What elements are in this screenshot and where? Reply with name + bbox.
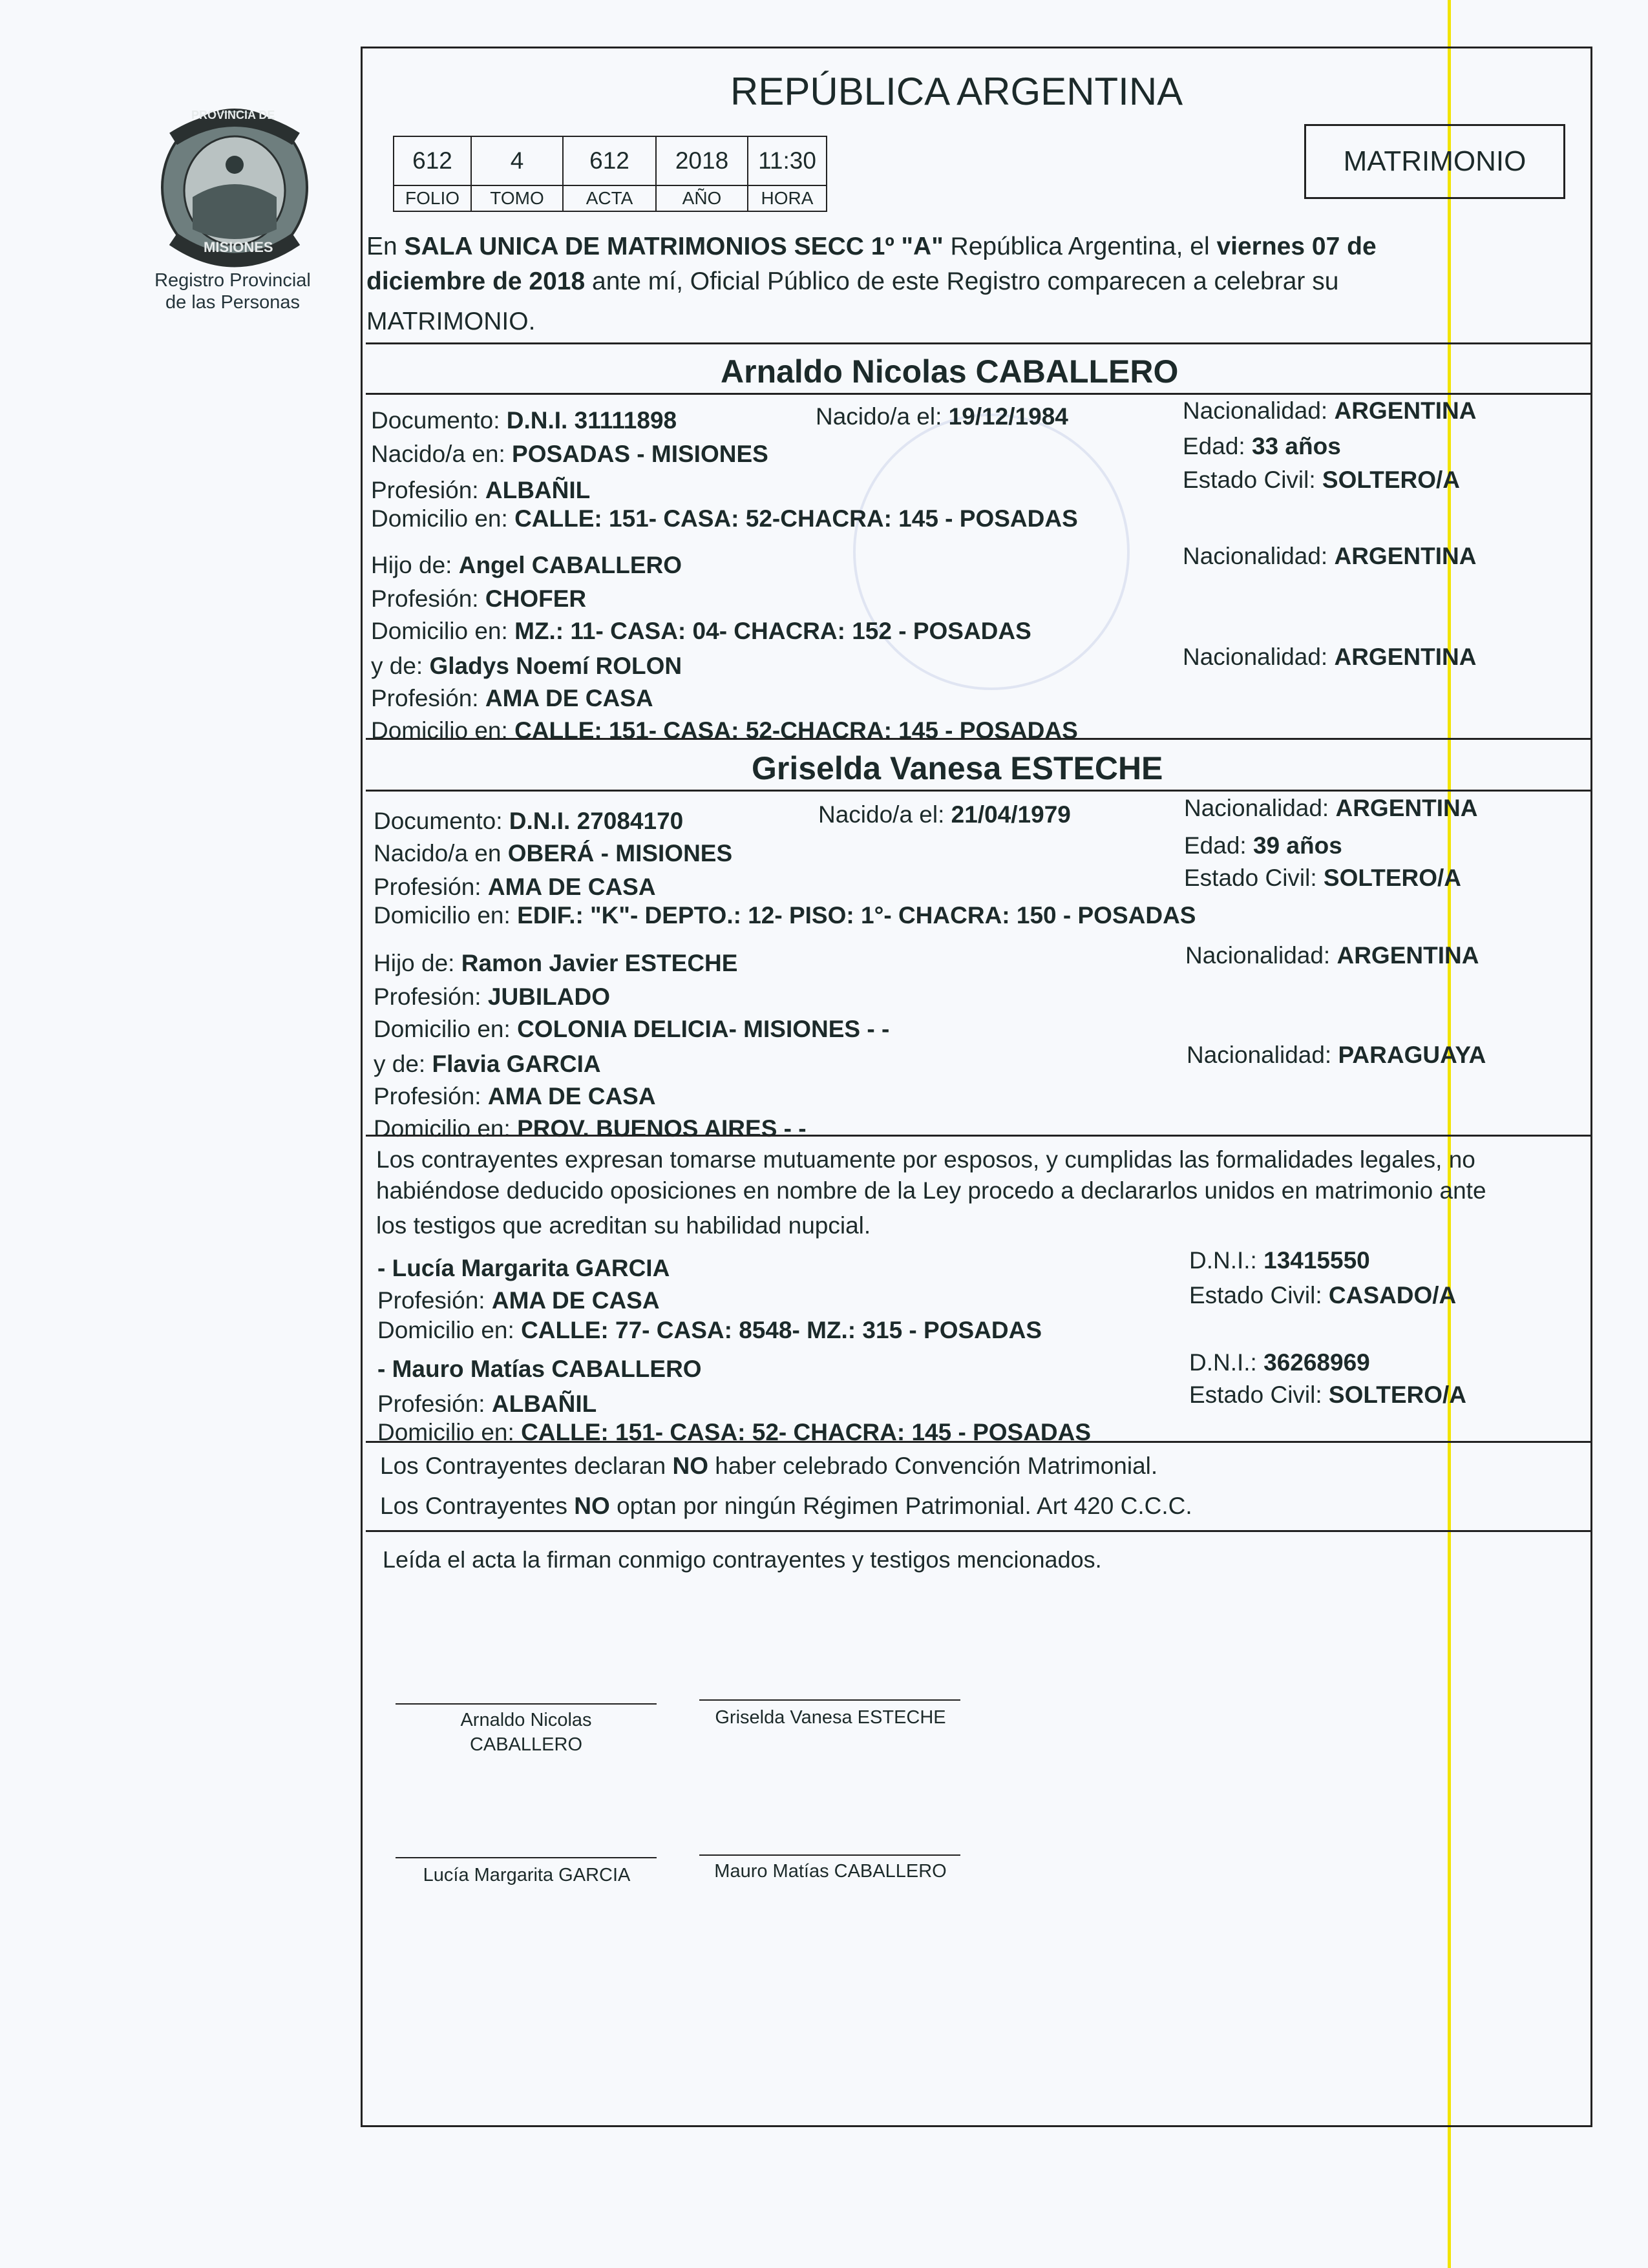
anio-value: 2018 (656, 136, 748, 185)
value: ALBAÑIL (485, 477, 591, 503)
c1-madre-nacionalidad (1183, 645, 1476, 669)
c1-padre (371, 553, 682, 577)
value: CASADO/A (1328, 1282, 1457, 1308)
label: Profesión: (371, 585, 485, 612)
value: ARGENTINA (1334, 543, 1477, 569)
c2-estado-civil (1184, 866, 1461, 890)
value: PARAGUAYA (1338, 1042, 1486, 1068)
c1-nacido-en (371, 442, 768, 466)
c2-madre-nacionalidad (1187, 1043, 1486, 1067)
label: Nacionalidad: (1185, 942, 1337, 969)
label: Domicilio en: (374, 1115, 518, 1142)
intro-text: En (366, 233, 405, 260)
value: Ramon Javier ESTECHE (461, 950, 738, 976)
label: Documento: (374, 808, 509, 834)
label: Nacido/a el: (816, 403, 949, 430)
value: Angel CABALLERO (458, 552, 682, 578)
intro-text: ante mí, Oficial Público de este Registro comparecen a celebrar su (585, 268, 1339, 295)
contrayente1-name: Arnaldo Nicolas CABALLERO (721, 353, 1179, 390)
value: CALLE: 77- CASA: 8548- MZ.: 315 - POSADAS (521, 1317, 1042, 1343)
value: D.N.I. 27084170 (509, 808, 684, 834)
convencion-line-1 (380, 1454, 1157, 1478)
intro-line-3: MATRIMONIO. (366, 308, 536, 335)
label: Domicilio en: (371, 618, 515, 644)
c2-profesion (374, 875, 656, 899)
label: Nacionalidad: (1183, 397, 1335, 424)
c2-edad (1184, 834, 1342, 857)
testigo1-domicilio (377, 1318, 1042, 1342)
signature-name: CABALLERO (469, 1734, 583, 1755)
signature-name: Arnaldo Nicolas (460, 1710, 592, 1730)
c2-padre-domicilio (374, 1017, 889, 1041)
label: Hijo de: (371, 552, 459, 578)
label: Nacionalidad: (1183, 543, 1335, 569)
label: Estado Civil: (1189, 1282, 1329, 1308)
declaracion-line-3: los testigos que acreditan su habilidad nupcial. (376, 1212, 871, 1239)
signature-label-1 (396, 1708, 657, 1757)
c1-domicilio (371, 507, 1078, 530)
divider (366, 1530, 1592, 1532)
label: Nacionalidad: (1183, 644, 1335, 670)
c2-documento (374, 809, 683, 833)
label: Profesión: (377, 1287, 492, 1314)
value: CALLE: 151- CASA: 52-CHACRA: 145 - POSADAS (514, 505, 1078, 532)
signature-label-3: Lucía Margarita GARCIA (423, 1865, 631, 1885)
value: Flavia GARCIA (432, 1051, 601, 1077)
label: y de: (374, 1051, 432, 1077)
declaracion-line-2: habiéndose deducido oposiciones en nombre de la Ley procedo a declararlos unidos en matrimonio ante (376, 1177, 1486, 1204)
c1-madre (371, 654, 682, 678)
label: Nacido/a el: (818, 801, 951, 828)
signature-line (396, 1703, 657, 1705)
label: Estado Civil: (1189, 1381, 1329, 1408)
label: D.N.I.: (1189, 1349, 1264, 1376)
label: Nacionalidad: (1187, 1042, 1338, 1068)
value: POSADAS - MISIONES (512, 441, 768, 467)
divider (366, 342, 1592, 344)
value: MZ.: 11- CASA: 04- CHACRA: 152 - POSADAS (514, 618, 1031, 644)
intro-text: República Argentina, el (943, 233, 1217, 260)
cierre-text: Leída el acta la firman conmigo contrayentes y testigos mencionados. (383, 1546, 1102, 1573)
testigo2-estado-civil (1189, 1383, 1466, 1407)
seal-top-text: PROVINCIA DE (191, 109, 275, 121)
label: Domicilio en: (374, 902, 518, 929)
label: Domicilio en: (377, 1419, 522, 1445)
value: ARGENTINA (1334, 397, 1477, 424)
label: Nacido/a en (374, 840, 508, 866)
testigo1-name: - Lucía Margarita GARCIA (377, 1255, 670, 1281)
folio-label: FOLIO (394, 185, 471, 211)
label: Documento: (371, 407, 507, 434)
c1-padre-profesion (371, 587, 586, 611)
testigo2-profesion (377, 1392, 597, 1416)
value: SOLTERO/A (1322, 467, 1461, 493)
value: CHOFER (485, 585, 587, 612)
label: Domicilio en: (374, 1016, 518, 1042)
label: Hijo de: (374, 950, 461, 976)
value: ARGENTINA (1335, 795, 1478, 821)
label: Profesión: (374, 983, 488, 1010)
label: Nacido/a en: (371, 441, 512, 467)
c1-padre-nacionalidad (1183, 544, 1476, 568)
anio-label: AÑO (656, 185, 748, 211)
hora-value: 11:30 (748, 136, 827, 185)
intro-sala: SALA UNICA DE MATRIMONIOS SECC 1º "A" (404, 233, 944, 260)
text: Los Contrayentes (380, 1493, 575, 1519)
seal-bottom-text: MISIONES (204, 239, 273, 255)
c2-domicilio (374, 903, 1196, 927)
value: ARGENTINA (1334, 644, 1477, 670)
c1-nacionalidad (1183, 399, 1476, 423)
value: 19/12/1984 (948, 403, 1068, 430)
c1-nacido-el (816, 404, 1068, 428)
value: SOLTERO/A (1328, 1381, 1467, 1408)
divider (366, 393, 1592, 395)
value: ALBAÑIL (491, 1391, 597, 1417)
value: COLONIA DELICIA- MISIONES - - (517, 1016, 890, 1042)
convencion-line-2 (380, 1494, 1192, 1518)
text: Los Contrayentes declaran (380, 1453, 673, 1479)
c2-madre-domicilio (374, 1117, 807, 1140)
divider (366, 1135, 1592, 1137)
hora-label: HORA (748, 185, 827, 211)
value: JUBILADO (487, 983, 610, 1010)
testigo2-dni (1189, 1350, 1370, 1374)
value: CALLE: 151- CASA: 52- CHACRA: 145 - POSADAS (521, 1419, 1092, 1445)
c1-madre-profesion (371, 686, 653, 710)
contrayente2-name: Griselda Vanesa ESTECHE (752, 750, 1163, 786)
tomo-label: TOMO (471, 185, 563, 211)
label: Profesión: (371, 685, 485, 711)
signature-line (396, 1857, 657, 1858)
signature-label-4: Mauro Matías CABALLERO (714, 1861, 947, 1882)
label: Profesión: (374, 874, 488, 900)
label: Estado Civil: (1184, 865, 1324, 891)
divider (366, 1441, 1592, 1443)
value: 21/04/1979 (951, 801, 1071, 828)
label: Domicilio en: (371, 505, 515, 532)
value: 13415550 (1263, 1247, 1370, 1274)
c2-madre (374, 1052, 601, 1076)
declaracion-line-1: Los contrayentes expresan tomarse mutuamente por esposos, y cumplidas las formalidades legales, no (376, 1146, 1475, 1173)
c1-estado-civil (1183, 468, 1460, 492)
signature-label-2: Griselda Vanesa ESTECHE (715, 1707, 946, 1728)
testigo2-name: - Mauro Matías CABALLERO (377, 1356, 702, 1382)
c1-edad (1183, 434, 1341, 458)
page-title: REPÚBLICA ARGENTINA (730, 70, 1183, 113)
label: Edad: (1183, 433, 1252, 459)
registry-caption-2: de las Personas (165, 292, 300, 313)
value: Gladys Noemí ROLON (429, 653, 682, 679)
value: EDIF.: "K"- DEPTO.: 12- PISO: 1°- CHACRA: 150 - POSADAS (517, 902, 1196, 929)
intro-date-month: diciembre de 2018 (366, 268, 586, 295)
testigo1-profesion (377, 1288, 660, 1312)
value: D.N.I. 31111898 (506, 407, 677, 434)
c2-nacido-en (374, 841, 732, 865)
label: Domicilio en: (377, 1317, 522, 1343)
value: SOLTERO/A (1323, 865, 1462, 891)
label: D.N.I.: (1189, 1247, 1264, 1274)
label: Domicilio en: (371, 717, 515, 744)
c1-documento (371, 408, 677, 432)
value: 36268969 (1263, 1349, 1370, 1376)
intro-line-1 (366, 234, 1377, 259)
value: AMA DE CASA (491, 1287, 660, 1314)
c2-padre-profesion (374, 985, 610, 1009)
label: Estado Civil: (1183, 467, 1322, 493)
text-bold: NO (574, 1493, 610, 1519)
text: haber celebrado Convención Matrimonial. (708, 1453, 1158, 1479)
label: y de: (371, 653, 430, 679)
value: AMA DE CASA (485, 685, 653, 711)
c1-profesion (371, 478, 590, 502)
divider (366, 790, 1592, 792)
value: AMA DE CASA (487, 1083, 656, 1109)
intro-date-day: viernes 07 de (1216, 233, 1377, 260)
c2-padre-nacionalidad (1185, 943, 1479, 967)
c2-nacionalidad (1184, 796, 1477, 820)
testigo1-estado-civil (1189, 1283, 1456, 1307)
intro-line-2 (366, 269, 1338, 294)
signature-line (699, 1699, 960, 1701)
label: Profesión: (374, 1083, 488, 1109)
value: AMA DE CASA (487, 874, 656, 900)
matrimonio-badge: MATRIMONIO (1304, 124, 1565, 199)
acta-value: 612 (563, 136, 656, 185)
label: Edad: (1184, 832, 1253, 859)
c2-madre-profesion (374, 1084, 656, 1108)
folio-value: 612 (394, 136, 471, 185)
value: 33 años (1251, 433, 1341, 459)
value: CALLE: 151- CASA: 52-CHACRA: 145 - POSADAS (514, 717, 1078, 744)
c2-nacido-el (818, 803, 1071, 826)
text: optan por ningún Régimen Patrimonial. Art 420 C.C.C. (609, 1493, 1192, 1519)
label: Profesión: (377, 1391, 492, 1417)
acta-label: ACTA (563, 185, 656, 211)
registry-caption-1: Registro Provincial (154, 270, 311, 291)
divider (366, 738, 1592, 740)
value: 39 años (1252, 832, 1342, 859)
label: Nacionalidad: (1184, 795, 1336, 821)
tomo-value: 4 (471, 136, 563, 185)
c2-padre (374, 951, 737, 975)
value: ARGENTINA (1336, 942, 1479, 969)
label: Profesión: (371, 477, 485, 503)
signature-line (699, 1854, 960, 1856)
testigo1-dni (1189, 1248, 1370, 1272)
c1-padre-domicilio (371, 619, 1031, 643)
value: PROV. BUENOS AIRES - - (517, 1115, 807, 1142)
value: OBERÁ - MISIONES (507, 840, 733, 866)
text-bold: NO (672, 1453, 708, 1479)
reference-table (393, 136, 827, 212)
